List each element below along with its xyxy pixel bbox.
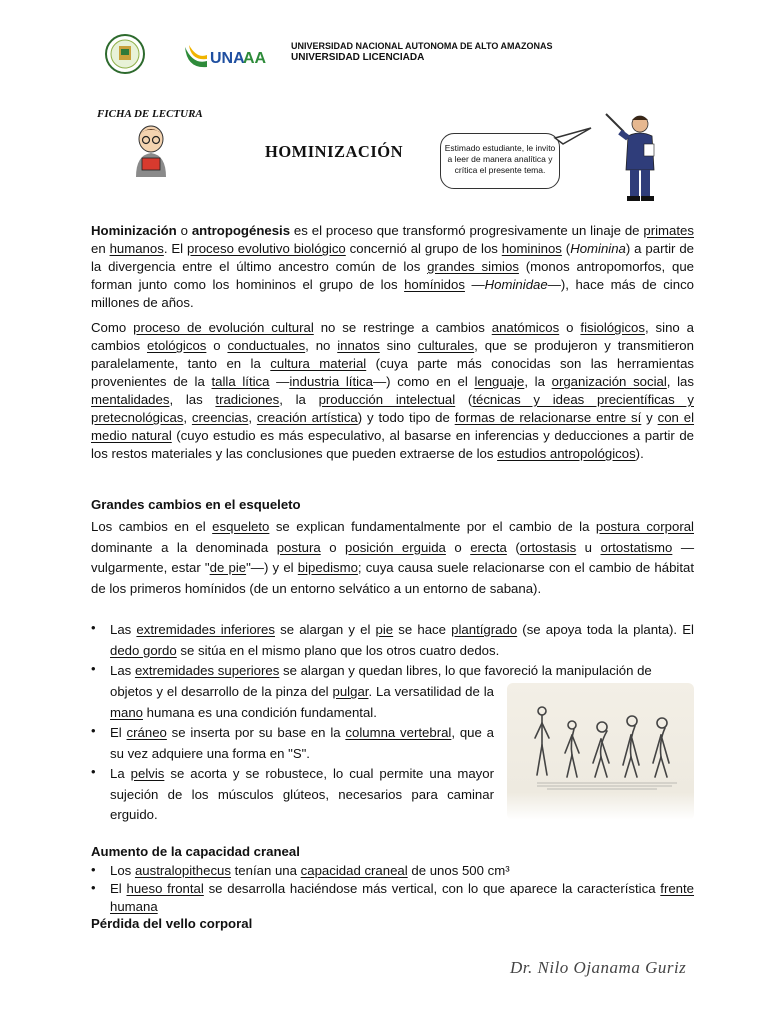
bullet-australopithecus: Los australopithecus tenían una capacidad craneal de unos 500 cm³ [110,863,510,878]
university-status: UNIVERSIDAD LICENCIADA [291,52,425,63]
section-heading-vello: Pérdida del vello corporal [91,916,253,931]
speech-bubble [440,133,560,189]
paragraph-cultural: Como proceso de evolución cultural no se restringe a cambios anatómicos o fisiológicos, sino a cambios etológicos o conductuales, no innatos sino culturales, que se produjeron y transmitieron paralelamente, tanto en la cultura material (cuya parte más conocidas son las herramientas provenientes de la talla lítica —industria lítica—) como en el lenguaje, la organización social, las mentalidades, las tradiciones, la producción intelectual (técnicas y ideas precientíficas y pretecnológicas, creencias, creación artística) y todo tipo de formas de relacionarse entre sí y con el medio natural (cuyo estudio es más especulativo, al basarse en inferencias y deducciones a partir de los restos materiales y las conclusiones que pueden extraerse de los estudios antropológicos). [91,320,695,461]
paragraph-intro: Hominización o antropogénesis es el proceso que transformó progresivamente un linaje de primates en humanos. El proceso evolutivo biológico concernió al grupo de los homininos (Hominina) a partir de la divergencia entre el último ancestro común de los grandes simios (monos antropomorfos, que forman junto como los homininos el grupo de los homínidos —Hominidae—), hace más de cinco millones de años. [91,223,694,310]
bullet-dot: • [91,880,96,895]
bullet-dot: • [91,620,96,635]
author-signature: Dr. Nilo Ojanama Guriz [510,958,687,977]
bullet-pelvis: La pelvis se acorta y se robustece, lo cual permite una mayor sujeción de los músculos glúteos, necesarios para caminar erguido. [110,766,494,822]
skeleton-evolution-image [507,683,694,820]
bubble-line: Estimado estudiante, le invito [444,143,556,153]
bullet-dot: • [91,661,96,676]
svg-text:AA: AA [243,50,267,67]
bullet-dot: • [91,862,96,877]
bubble-line: crítica el presente tema. [454,165,546,175]
section-heading-esqueleto: Grandes cambios en el esqueleto [91,497,301,512]
bubble-line: a leer de manera analítica y [447,154,553,164]
bullet-hueso-frontal: El hueso frontal se desarrolla haciéndose más vertical, con lo que aparece la característica frente humana [110,881,695,914]
bubble-tail [555,126,595,153]
unaaa-logo [183,41,267,69]
bullet-craneo: El cráneo se inserta por su base en la columna vertebral, que a su vez adquiere una forma en "S". [110,725,494,761]
bullet-extremidades-superiores-cont: objetos y el desarrollo de la pinza del pulgar. La versatilidad de la mano humana es una condición fundamental. [110,684,494,720]
bullet-extremidades-inferiores: Las extremidades inferiores se alargan y el pie se hace plantígrado (se apoya toda la planta). El dedo gordo se sitúa en el mismo plano que los otros cuatro dedos. [110,622,694,658]
teacher-pointing-illustration [600,110,670,202]
ficha-label: FICHA DE LECTURA [97,108,203,120]
university-header [291,41,553,63]
svg-text:UNA: UNA [210,50,245,67]
university-seal-logo [104,33,146,75]
university-name: UNIVERSIDAD NACIONAL AUTONOMA DE ALTO AMAZONAS [291,41,553,51]
paragraph-esqueleto: Los cambios en el esqueleto se explican fundamentalmente por el cambio de la postura corporal dominante a la denominada postura o posición erguida o erecta (ortostasis u ortostatismo —vulgarmente, estar "de pie"—) y el bipedismo; cuya causa suele relacionarse con el cambio de hábitat de los primeros homínidos (de un entorno selvático a un entorno de sabana). [91,519,695,596]
bullet-dot: • [91,764,96,779]
bullet-extremidades-superiores: Las extremidades superiores se alargan y quedan libres, lo que favoreció la manipulación de [110,663,652,678]
section-heading-craneal: Aumento de la capacidad craneal [91,844,300,859]
bullet-dot: • [91,723,96,738]
page-title: HOMINIZACIÓN [265,142,404,161]
student-reading-illustration [128,123,174,179]
